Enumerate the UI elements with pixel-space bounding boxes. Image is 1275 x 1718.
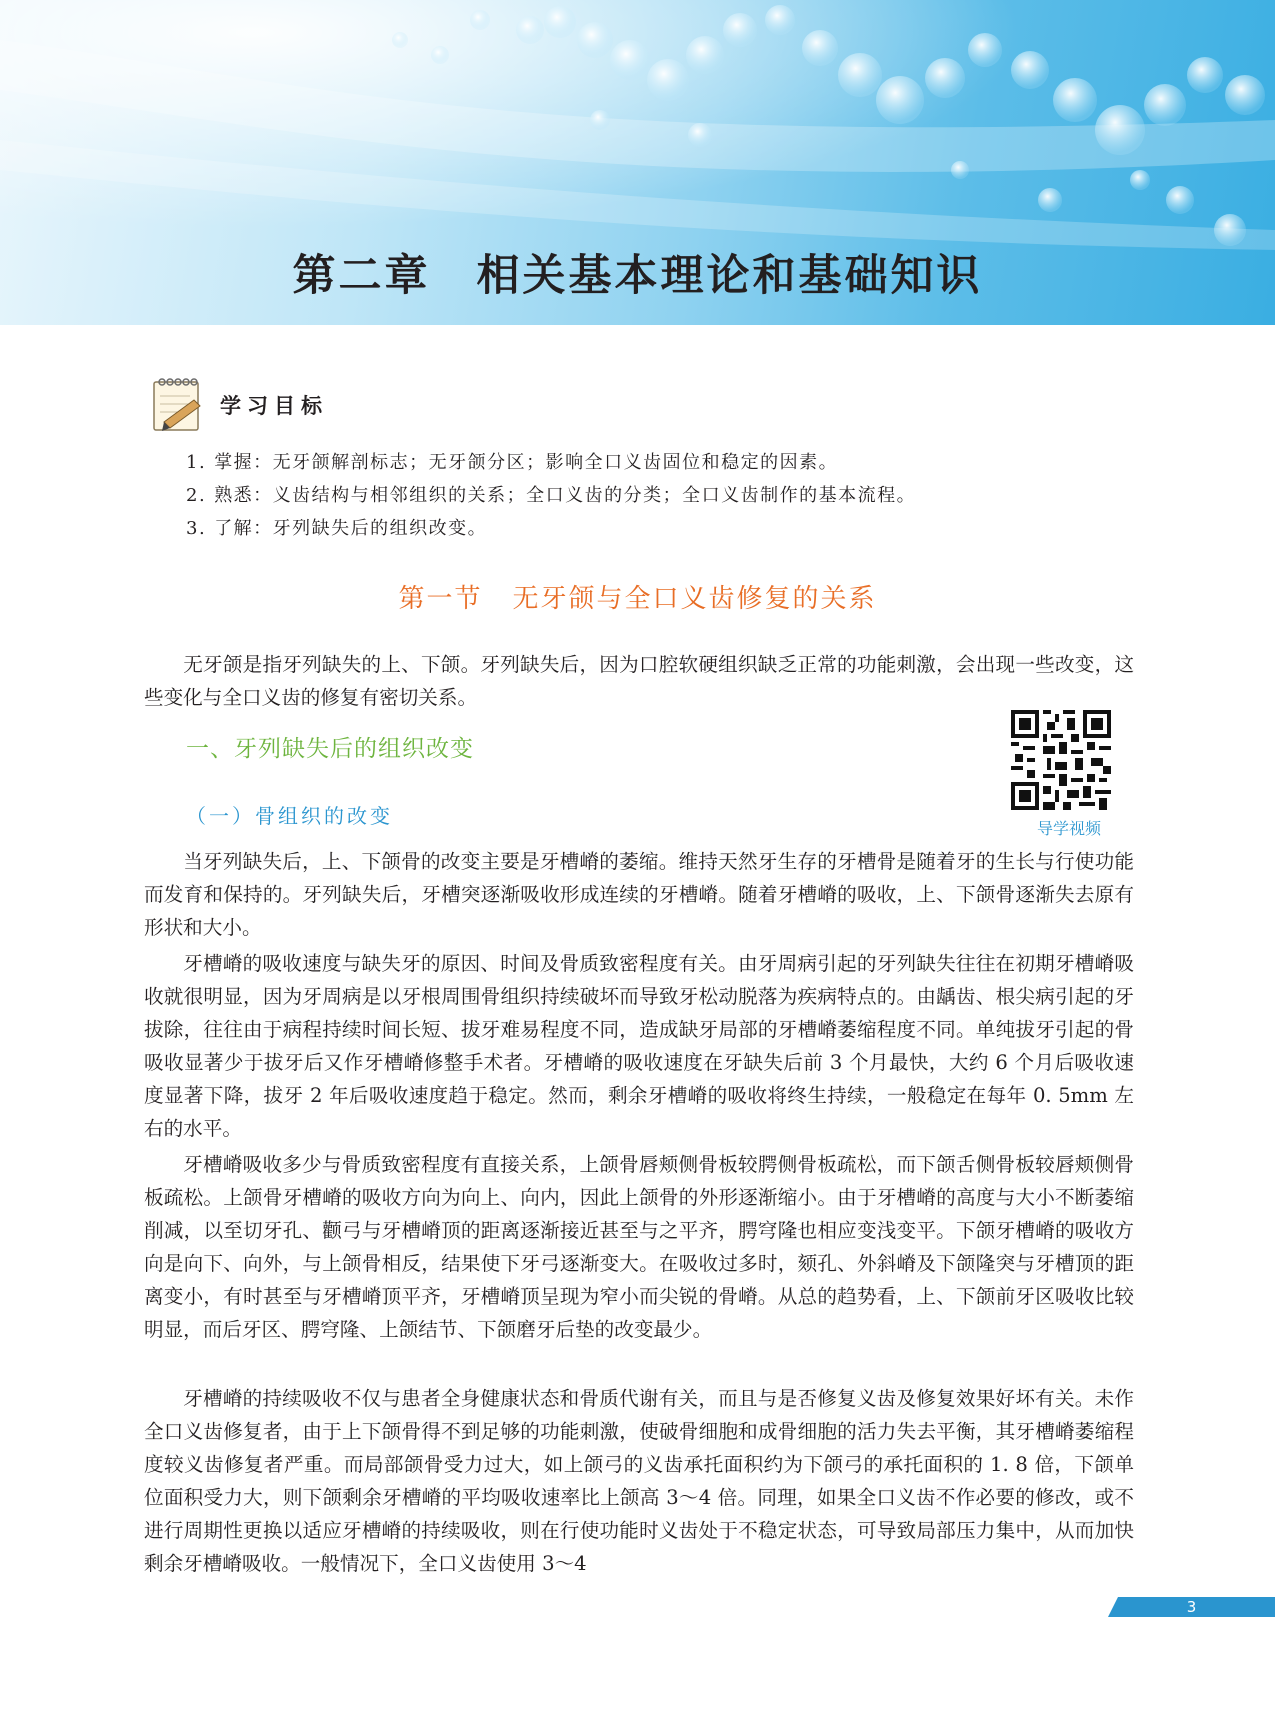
intro-paragraph: 无牙颌是指牙列缺失的上、下颌。牙列缺失后，因为口腔软硬组织缺乏正常的功能刺激，会出现一些改变，这些变化与全口义齿的修复有密切关系。 bbox=[144, 653, 1134, 709]
body-paragraph: 牙槽嵴吸收多少与骨质致密程度有直接关系，上颌骨唇颊侧骨板较腭侧骨板疏松，而下颌舌侧骨板较唇颊侧骨板疏松。上颌骨牙槽嵴的吸收方向为向上、向内，因此上颌骨的外形逐渐缩小。由于牙槽嵴的高度与大小不断萎缩削减，以至切牙孔、颧弓与牙槽嵴顶的距离逐渐接近甚至与之平齐，腭穹隆也相应变浅变平。下颌牙槽嵴的吸收方向是向下、向外，与上颌骨相反，结果使下牙弓逐渐变大。在吸收过多时，颏孔、外斜嵴及下颌隆突与牙槽顶的距离变小，有时甚至与牙槽嵴顶平齐，牙槽嵴顶呈现为窄小而尖锐的骨嵴。从总的趋势看，上、下颌前牙区吸收比较明显，而后牙区、腭穹隆、上颌结节、下颌磨牙后垫的改变最少。 bbox=[144, 1153, 1134, 1341]
item-number: 1. bbox=[186, 452, 207, 473]
section-title bbox=[0, 578, 1275, 615]
body-paragraph: 牙槽嵴的持续吸收不仅与患者全身健康状态和骨质代谢有关，而且与是否修复义齿及修复效果好坏有关。未作全口义齿修复者，由于上下颌骨得不到足够的功能刺激，使破骨细胞和成骨细胞的活力失去平衡，其牙槽嵴萎缩程度较义齿修复者严重。而局部颌骨受力过大，如上颌弓的义齿承托面积约为下颌弓的承托面积的 1. 8 倍，下颌单位面积受力大，则下颌剩余牙槽嵴的平均吸收速率比上颌高 3～4 倍。同理，如果全口义齿不作必要的修改，或不进行周期性更换以适应牙槽嵴的持续吸收，则在行使功能时义齿处于不稳定状态，可导致局部压力集中，从而加快剩余牙槽嵴吸收。一般情况下，全口义齿使用 3～4 bbox=[144, 1387, 1134, 1575]
chapter-banner bbox=[0, 0, 1275, 325]
list-item bbox=[186, 479, 916, 512]
subsubsection-heading: （一）骨组织的改变 bbox=[186, 804, 393, 828]
page-number: 3 bbox=[1186, 1598, 1197, 1616]
section-title-text: 无牙颌与全口义齿修复的关系 bbox=[512, 584, 877, 614]
chapter-title-text: 相关基本理论和基础知识 bbox=[476, 251, 983, 301]
item-text: 熟悉：义齿结构与相邻组织的关系；全口义齿的分类；全口义齿制作的基本流程。 bbox=[214, 485, 917, 506]
section-number: 第一节 bbox=[398, 584, 483, 614]
item-number: 2. bbox=[186, 485, 207, 506]
qr-caption: 导学视频 bbox=[1036, 819, 1101, 838]
chapter-title bbox=[0, 242, 1275, 303]
item-number: 3. bbox=[186, 518, 207, 539]
list-item bbox=[186, 512, 916, 545]
chapter-number: 第二章 bbox=[292, 251, 431, 301]
item-text: 掌握：无牙颌解剖标志；无牙颌分区；影响全口义齿固位和稳定的因素。 bbox=[214, 452, 839, 473]
notepad-pen-icon bbox=[150, 376, 206, 434]
list-item bbox=[186, 446, 916, 479]
learning-objectives-header bbox=[150, 376, 550, 436]
body-paragraph: 当牙列缺失后，上、下颌骨的改变主要是牙槽嵴的萎缩。维持天然牙生存的牙槽骨是随着牙的生长与行使功能而发育和保持的。牙列缺失后，牙槽突逐渐吸收形成连续的牙槽嵴。随着牙槽嵴的吸收，上、下颌骨逐渐失去原有形状和大小。 bbox=[144, 850, 1134, 939]
body-paragraph: 牙槽嵴的吸收速度与缺失牙的原因、时间及骨质致密程度有关。由牙周病引起的牙列缺失往往在初期牙槽嵴吸收就很明显，因为牙周病是以牙根周围骨组织持续破坏而导致牙松动脱落为疾病特点的。由龋齿、根尖病引起的牙拔除，往往由于病程持续时间长短、拔牙难易程度不同，造成缺牙局部的牙槽嵴萎缩程度不同。单纯拔牙引起的骨吸收显著少于拔牙后又作牙槽嵴修整手术者。牙槽嵴的吸收速度在牙缺失后前 3 个月最快，大约 6 个月后吸收速度显著下降，拔牙 2 年后吸收速度趋于稳定。然而，剩余牙槽嵴的吸收将终生持续，一般稳定在每年 0. 5mm 左右的水平。 bbox=[144, 952, 1134, 1140]
subsection-heading: 一、牙列缺失后的组织改变 bbox=[186, 736, 474, 762]
objectives-heading: 学习目标 bbox=[220, 393, 328, 418]
item-text: 了解：牙列缺失后的组织改变。 bbox=[214, 518, 488, 539]
qr-code-icon[interactable] bbox=[1011, 710, 1111, 810]
objectives-list bbox=[186, 446, 916, 545]
qr-code-block[interactable] bbox=[1009, 710, 1129, 839]
